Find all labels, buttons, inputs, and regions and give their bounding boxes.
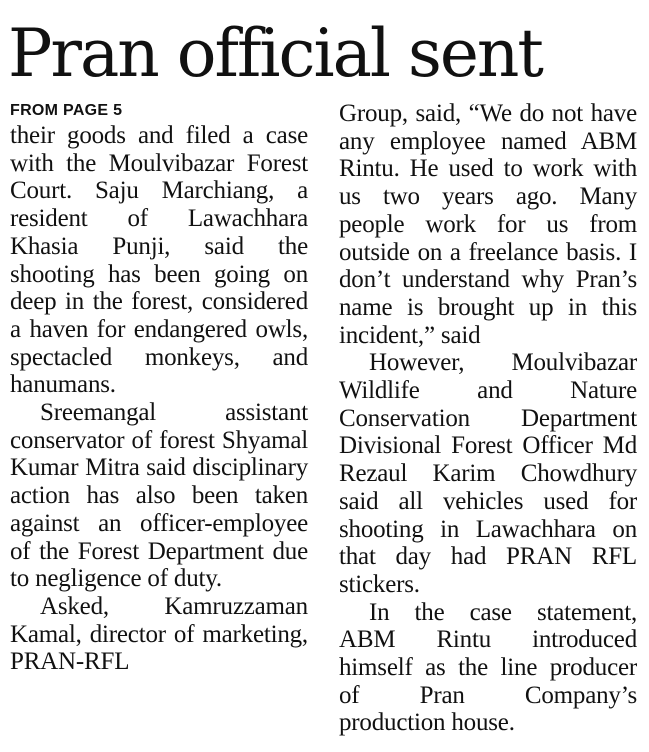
article-paragraph: Sreemangal assistant conservator of forest Shyamal Kumar Mitra said disciplinary action has also been taken against an officer-employee of the Forest Department due to negligence of duty. [10, 399, 308, 593]
dateline: FROM PAGE 5 [10, 102, 123, 119]
article-column-left [10, 100, 308, 676]
headline: Pran official sent [8, 15, 542, 92]
article-paragraph: their goods and filed a case with the Moulvibazar Forest Court. Saju Marchiang, a resident of Lawachhara Khasia Punji, said the shooting has been going on deep in the forest, considered a haven for endangered owls, spectacled monkeys, and hanumans. [10, 122, 308, 399]
article-paragraph: In the case statement, ABM Rintu introduced himself as the line producer of Pran Company’s production house. [339, 598, 637, 737]
article-paragraph: Group, said, “We do not have any employee named ABM Rintu. He used to work with us two years ago. Many people work for us from outside on a freelance basis. I don’t understand why Pran’s name is brought up in this incident,” said [339, 100, 637, 349]
article-column-right [339, 100, 637, 737]
article-paragraph: Asked, Kamruzzaman Kamal, director of marketing, PRAN-RFL [10, 592, 308, 676]
article-paragraph: However, Moulvibazar Wildlife and Nature Conservation Department Divisional Forest Officer Md Rezaul Karim Chowdhury said all vehicles used for shooting in Lawachhara on that day had PRAN RFL stickers. [339, 349, 637, 598]
